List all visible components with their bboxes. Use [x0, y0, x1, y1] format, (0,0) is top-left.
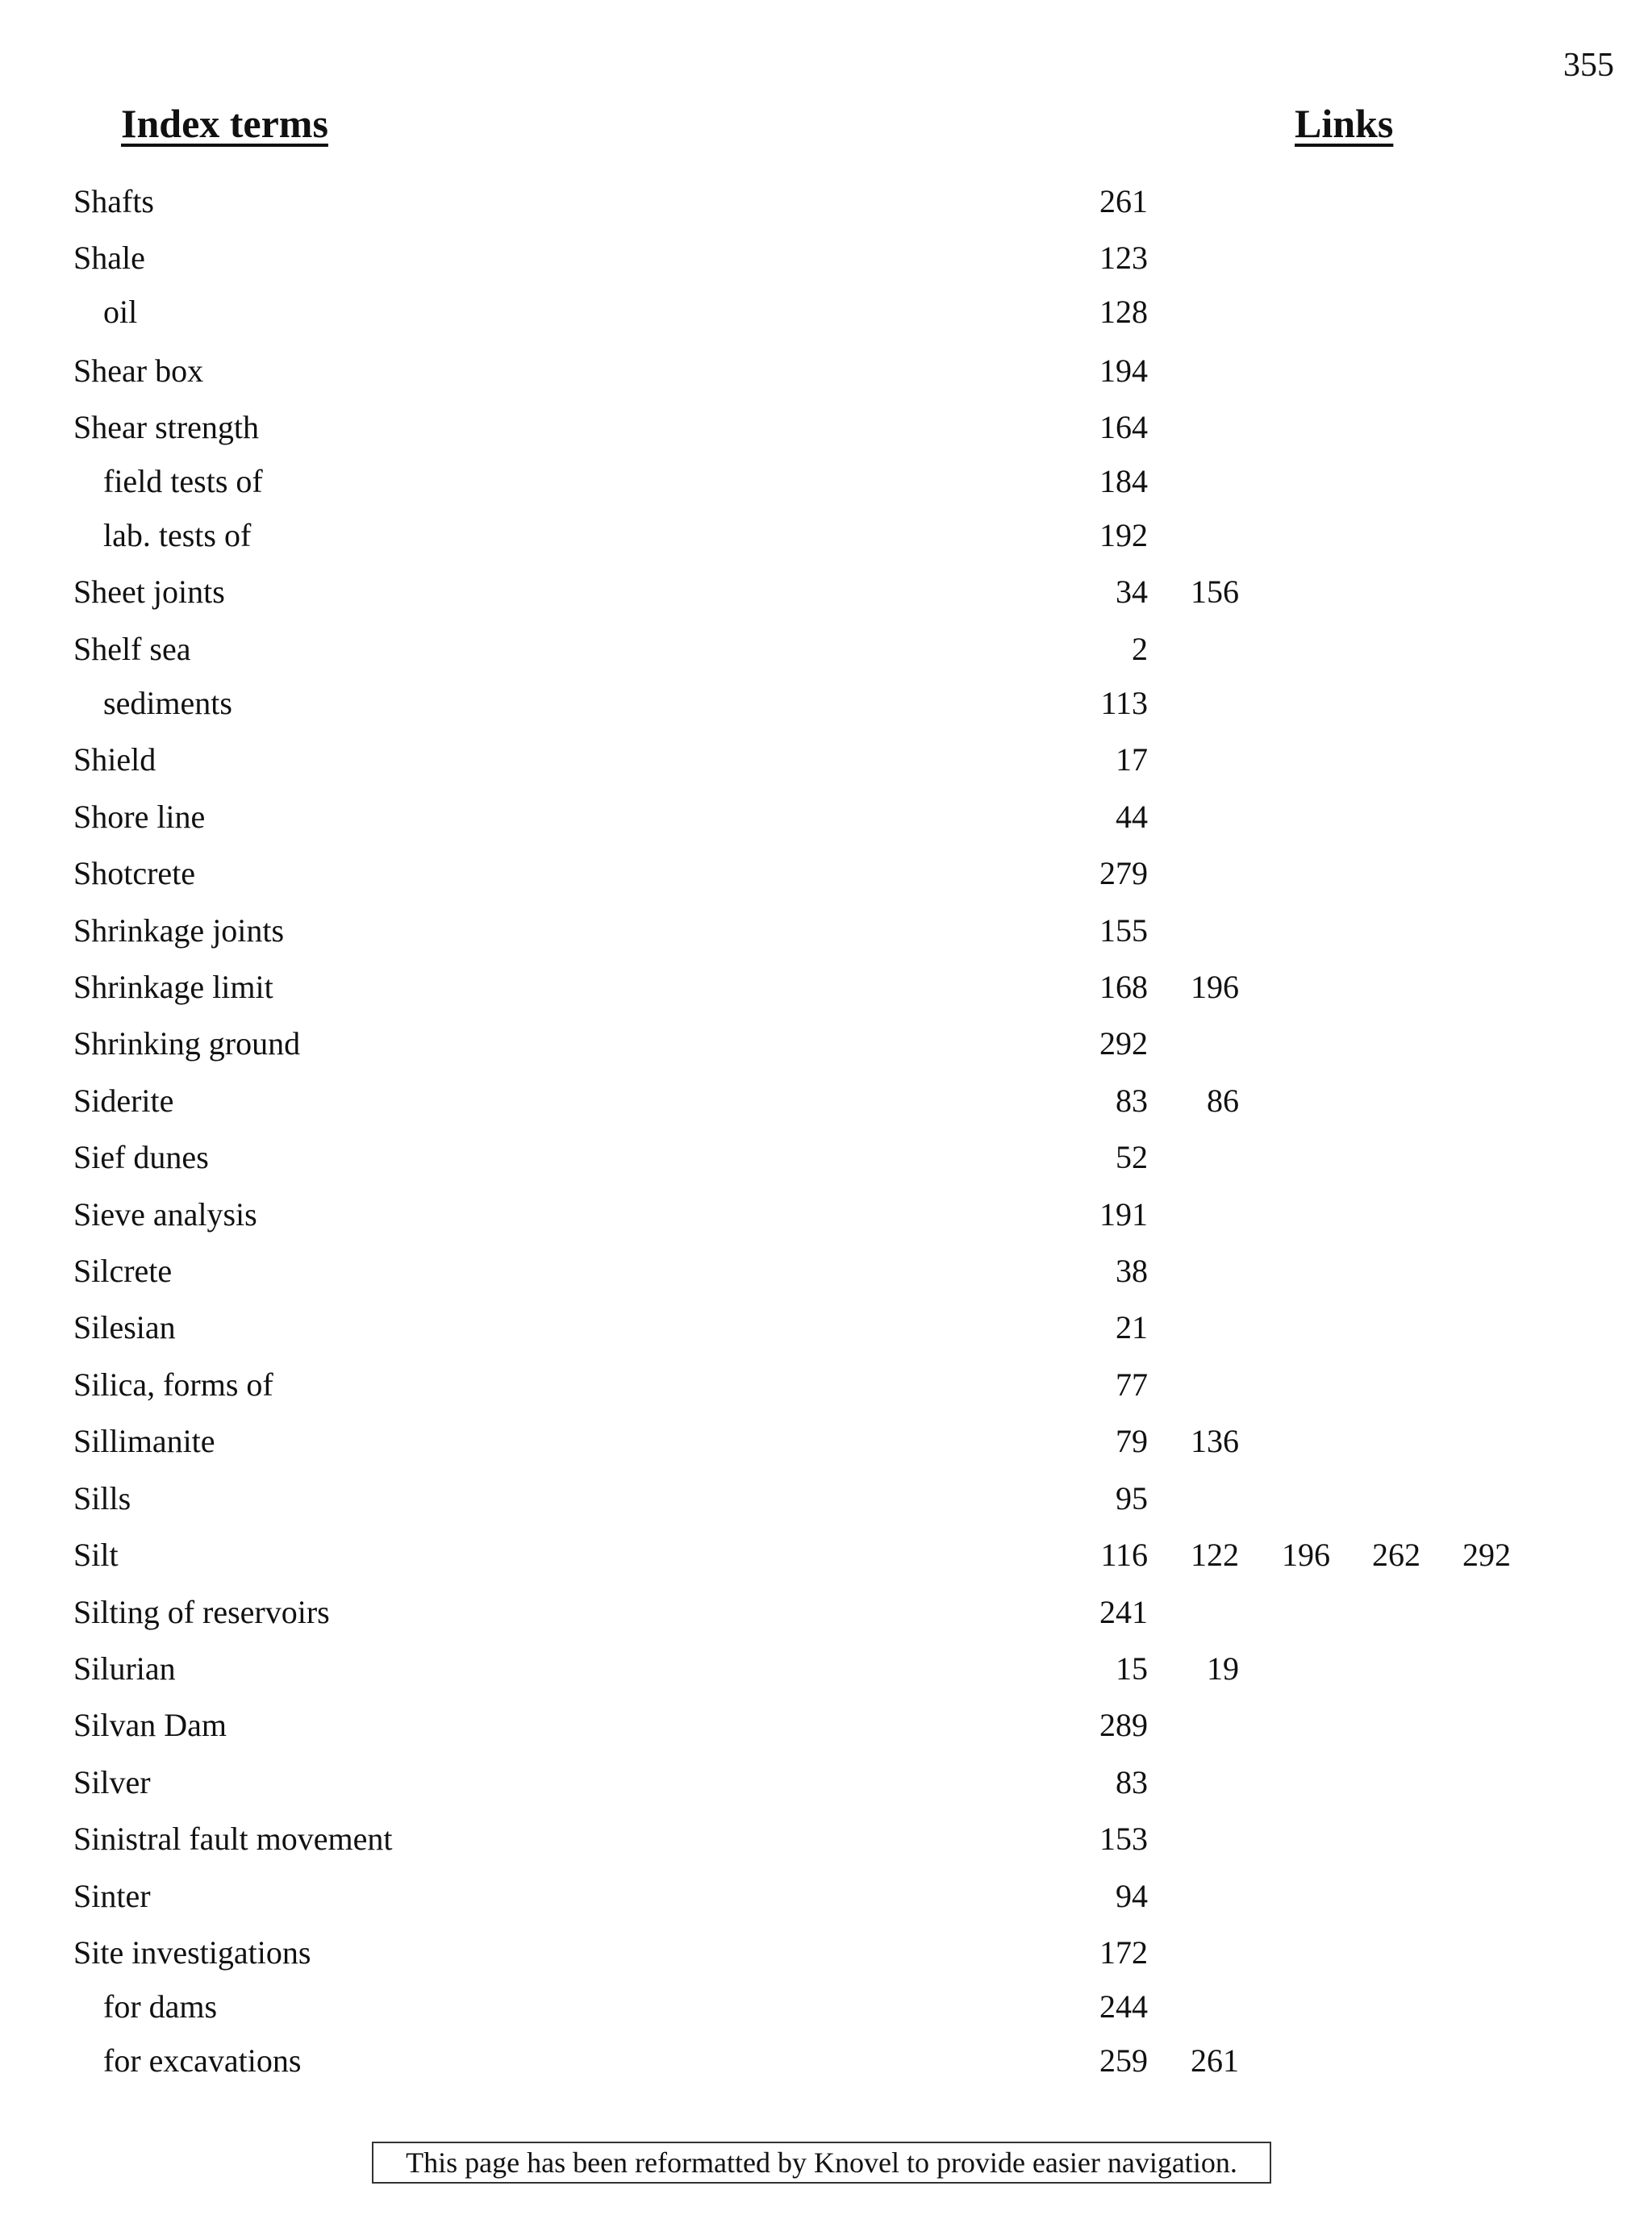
index-entry: [0, 1361, 1652, 1409]
index-entry: [0, 1247, 1652, 1295]
page-link[interactable]: 196: [1282, 1537, 1330, 1573]
index-entry: [0, 347, 1652, 395]
index-subentry: [0, 679, 1652, 728]
index-entry: [0, 177, 1652, 226]
index-term: lab. tests of: [103, 517, 252, 553]
index-term: Silurian: [73, 1650, 176, 1687]
page-link[interactable]: 289: [1099, 1707, 1148, 1743]
page-link[interactable]: 44: [1116, 799, 1148, 835]
page-link[interactable]: 95: [1116, 1480, 1148, 1516]
page-link[interactable]: 123: [1099, 240, 1148, 276]
page-link[interactable]: 172: [1099, 1934, 1148, 1971]
links-heading: Links: [1295, 101, 1394, 146]
index-entry: [0, 1475, 1652, 1523]
index-term: Shale: [73, 240, 145, 276]
knovel-reformat-note: This page has been reformatted by Knovel to provide easier navigation.: [372, 2142, 1271, 2184]
index-term: Silt: [73, 1537, 119, 1573]
index-entry: [0, 1133, 1652, 1182]
page-link[interactable]: 194: [1099, 353, 1148, 389]
page-link[interactable]: 52: [1116, 1139, 1148, 1175]
index-term: Sieve analysis: [73, 1196, 257, 1233]
index-entry: [0, 1872, 1652, 1921]
index-term: Sief dunes: [73, 1139, 209, 1175]
page-link[interactable]: 77: [1116, 1366, 1148, 1403]
index-entry: [0, 1417, 1652, 1466]
index-entry: [0, 568, 1652, 616]
index-term: Silvan Dam: [73, 1707, 227, 1743]
page-link[interactable]: 86: [1207, 1083, 1239, 1119]
index-term: for excavations: [103, 2042, 302, 2079]
index-term: Silver: [73, 1764, 151, 1800]
page-link[interactable]: 155: [1099, 912, 1148, 949]
index-subentry: [0, 457, 1652, 506]
page-link[interactable]: 83: [1116, 1764, 1148, 1800]
page-link[interactable]: 116: [1100, 1537, 1148, 1573]
index-subentry: [0, 288, 1652, 336]
page-link[interactable]: 184: [1099, 463, 1148, 499]
index-term: Sills: [73, 1480, 131, 1516]
page-link[interactable]: 261: [1191, 2042, 1239, 2079]
page-link[interactable]: 279: [1099, 855, 1148, 891]
index-term: for dams: [103, 1988, 218, 2025]
index-entry: [0, 736, 1652, 784]
index-term: Shrinking ground: [73, 1025, 301, 1062]
page-link[interactable]: 136: [1191, 1423, 1239, 1459]
page-link[interactable]: 83: [1116, 1083, 1148, 1119]
index-entry: [0, 1588, 1652, 1637]
index-term: Shrinkage limit: [73, 969, 273, 1005]
page-link[interactable]: 262: [1372, 1537, 1420, 1573]
index-term: Shotcrete: [73, 855, 196, 891]
page-link[interactable]: 153: [1099, 1821, 1148, 1857]
index-term: Shield: [73, 741, 156, 778]
index-term: field tests of: [103, 463, 263, 499]
page-link[interactable]: 168: [1099, 969, 1148, 1005]
page-number: 355: [1563, 47, 1614, 84]
page-link[interactable]: 38: [1116, 1253, 1148, 1289]
index-entry: [0, 625, 1652, 674]
index-term: Site investigations: [73, 1934, 311, 1971]
index-entry: [0, 1531, 1652, 1579]
index-subentry: [0, 511, 1652, 560]
index-term: sediments: [103, 685, 232, 721]
index-entry: [0, 1077, 1652, 1125]
index-term: Sinistral fault movement: [73, 1821, 393, 1857]
index-entry: [0, 1645, 1652, 1693]
index-entry: [0, 1701, 1652, 1750]
page-link[interactable]: 94: [1116, 1878, 1148, 1914]
index-term: Shelf sea: [73, 631, 191, 667]
index-term: Shore line: [73, 799, 206, 835]
page-link[interactable]: 17: [1116, 741, 1148, 778]
index-term: Silesian: [73, 1309, 176, 1345]
page-link[interactable]: 2: [1132, 631, 1148, 667]
index-entry: [0, 403, 1652, 452]
index-entry: [0, 793, 1652, 841]
index-subentry: [0, 2037, 1652, 2085]
index-subentry: [0, 1983, 1652, 2031]
page-link[interactable]: 196: [1191, 969, 1239, 1005]
index-entry: [0, 1020, 1652, 1068]
index-term: Silica, forms of: [73, 1366, 273, 1403]
index-entry: [0, 1815, 1652, 1863]
page-link[interactable]: 241: [1099, 1594, 1148, 1630]
page-link[interactable]: 113: [1100, 685, 1148, 721]
page-link[interactable]: 79: [1116, 1423, 1148, 1459]
page-link[interactable]: 191: [1099, 1196, 1148, 1233]
index-entry: [0, 907, 1652, 955]
index-entry: [0, 1758, 1652, 1807]
page-link[interactable]: 192: [1099, 517, 1148, 553]
page-link[interactable]: 15: [1116, 1650, 1148, 1687]
index-terms-heading: Index terms: [121, 101, 328, 146]
index-term: Silcrete: [73, 1253, 173, 1289]
index-entry: [0, 1929, 1652, 1977]
index-term: Sinter: [73, 1878, 151, 1914]
index-term: Sheet joints: [73, 574, 225, 610]
page-link[interactable]: 128: [1099, 294, 1148, 330]
index-term: Sillimanite: [73, 1423, 215, 1459]
index-entry: [0, 234, 1652, 282]
index-term: Shrinkage joints: [73, 912, 285, 949]
page-link[interactable]: 292: [1099, 1025, 1148, 1062]
index-entry: [0, 1304, 1652, 1352]
index-term: Shafts: [73, 183, 154, 219]
index-term: Shear box: [73, 353, 204, 389]
index-entry: [0, 1191, 1652, 1239]
index-entry: [0, 963, 1652, 1012]
page-link[interactable]: 21: [1116, 1309, 1148, 1345]
index-term: Silting of reservoirs: [73, 1594, 330, 1630]
page-link[interactable]: 244: [1099, 1988, 1148, 2025]
page-link[interactable]: 164: [1099, 409, 1148, 445]
page-link[interactable]: 34: [1116, 574, 1148, 610]
page-link[interactable]: 261: [1099, 183, 1148, 219]
page-link[interactable]: 122: [1191, 1537, 1239, 1573]
index-term: Shear strength: [73, 409, 259, 445]
index-entry: [0, 849, 1652, 898]
page-link[interactable]: 156: [1191, 574, 1239, 610]
index-term: Siderite: [73, 1083, 174, 1119]
page-link[interactable]: 19: [1207, 1650, 1239, 1687]
index-term: oil: [103, 294, 138, 330]
page-link[interactable]: 259: [1099, 2042, 1148, 2079]
page-link[interactable]: 292: [1462, 1537, 1511, 1573]
